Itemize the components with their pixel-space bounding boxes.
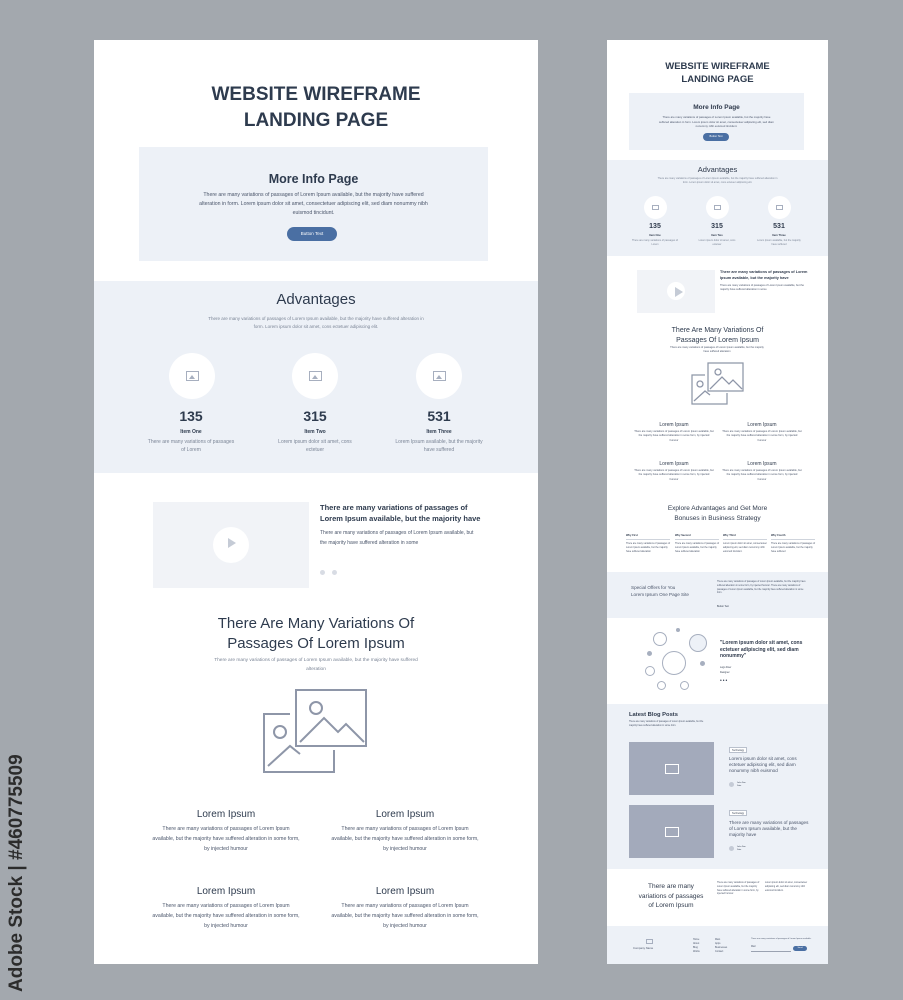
email-input[interactable]: Mail	[751, 945, 791, 952]
more-info-title: More Info Page	[268, 172, 359, 186]
blog-title: Latest Blog Posts	[629, 712, 678, 718]
play-icon[interactable]	[213, 527, 249, 563]
more-info-title: More Info Page	[693, 104, 740, 111]
blog-text: There are many variations of passages of Lorem Ipsum available, but the majority have suffered alteration in some form.	[629, 721, 704, 727]
video-text: There are many variations of passages of Lorem Ipsum available, but the majority have suffered alteration in some	[720, 284, 804, 292]
offers-button[interactable]: Button Text	[717, 605, 729, 608]
more-info-button[interactable]: Button Text	[703, 133, 729, 141]
carousel-dots[interactable]	[320, 562, 344, 580]
closing-text-2: Lorem ipsum dolor sit amet, consectetuer adipiscing elit, sed diam nonummy nibh euismod tincidunt.	[765, 882, 808, 892]
item-two-text: Lorem ipsum dolor sit amet, cons ectetuer	[698, 239, 736, 246]
avatar	[680, 681, 689, 690]
footer-link-contact[interactable]: Contact	[715, 950, 724, 953]
advantages-section	[94, 281, 538, 473]
more-info-text: There are many variations of passages of Lorem Ipsum available, but the majority have suffered alteration in form. Lorem ipsum dolor sit amet, consectetuer adipiscing elit, sed diam nonummy nibh euismod tincidunt.	[659, 115, 774, 128]
testimonial-role: Designer	[720, 671, 730, 674]
images-icon	[690, 362, 745, 407]
lorem-item-3: Lorem Ipsum There are many variations of passages of Lorem Ipsum available, but the majority have suffered alteration in some form, by injected humour	[634, 461, 714, 481]
play-icon[interactable]	[667, 282, 685, 300]
blog-image-1[interactable]	[629, 742, 714, 795]
advantages-section	[607, 160, 828, 256]
advantages-text: There are many variations of passages of Lorem Ipsum available, but the majority have suffered alteration in form. Lorem ipsum dolor sit amet, cons ectetuer adipiscing elit.	[657, 177, 778, 184]
blog-tag-2[interactable]: Technology	[729, 810, 747, 816]
lorem-item-4: Lorem Ipsum There are many variations of passages of Lorem Ipsum available, but the majority have suffered alteration in some form, by injected humour	[722, 461, 802, 481]
item-three-number: 531	[773, 223, 785, 230]
avatar	[657, 681, 666, 690]
avatar	[645, 666, 655, 676]
explore-column-2: Why Second There are many variations of passages of Lorem Ipsum available, but the majority have suffered alteration	[675, 534, 719, 553]
item-three-label: Item Three	[426, 429, 452, 435]
image-icon	[309, 371, 322, 381]
variations-text: There are many variations of passages of Lorem Ipsum available, but the majority have suffered alteration	[214, 658, 418, 672]
footer-link-blog[interactable]: Blog	[693, 946, 698, 949]
item-two-circle	[706, 196, 729, 219]
lorem-item-2: Lorem Ipsum There are many variations of passages of Lorem Ipsum available, but the majority have suffered alteration in some form, by injected humour	[722, 422, 802, 442]
image-icon	[714, 205, 721, 210]
footer-link-home[interactable]: Home	[693, 938, 700, 941]
more-info-section	[629, 93, 804, 150]
offers-title: Special Offers for You Lorem Ipsum One Page Site	[631, 585, 689, 597]
item-one-text: There are many variations of passages of Lorem	[147, 439, 235, 453]
avatar	[662, 651, 686, 675]
send-button[interactable]: Send	[793, 946, 807, 951]
item-three-text: Lorem Ipsum available, but the majority have suffered	[757, 239, 801, 246]
testimonial-name: Logo Fixer	[720, 666, 732, 669]
video-placeholder[interactable]	[637, 270, 715, 313]
author-avatar	[729, 846, 734, 851]
more-info-section	[139, 147, 488, 261]
video-heading: There are many variations of passages of Lorem Ipsum available, but the majority have	[320, 503, 481, 523]
item-three-circle	[416, 353, 462, 399]
blog-post-1-text[interactable]: Lorem ipsum dolor sit amet, cons ectetuer adipiscing elit, sed diam nonummy nibh euismod	[729, 756, 797, 774]
explore-column-1: Why First There are many variations of passages of Lorem Ipsum available, but the majority have suffered alteration	[626, 534, 670, 553]
watermark-id: Adobe Stock | #460775509	[6, 754, 27, 992]
avatar	[689, 634, 707, 652]
item-two-circle	[292, 353, 338, 399]
image-icon	[665, 764, 679, 774]
testimonial-dots[interactable]: •••	[720, 678, 729, 684]
footer-link-works[interactable]: Works	[693, 950, 700, 953]
footer	[607, 926, 828, 964]
avatar	[653, 632, 667, 646]
item-three-text: Lorem Ipsum available, but the majority have suffered	[395, 439, 483, 453]
image-icon	[433, 371, 446, 381]
testimonial-quote: "Lorem ipsum dolor sit amet, cons ectetuer adipiscing elit, sed diam nonummy"	[720, 640, 803, 659]
blog-post-1-date: Date	[737, 785, 742, 787]
item-three-label: Item Three	[772, 234, 786, 237]
item-one-text: There are many variations of passages of Lorem	[632, 239, 678, 246]
special-offers-section	[607, 572, 828, 618]
page-title: WEBSITE WIREFRAME LANDING PAGE	[665, 61, 770, 85]
footer-link-main[interactable]: Main	[715, 938, 721, 941]
lorem-item-1: Lorem Ipsum There are many variations of passages of Lorem Ipsum available, but the majority have suffered alteration in some form, by injected humour	[152, 809, 300, 852]
image-icon	[652, 205, 659, 210]
footer-link-about[interactable]: About	[693, 942, 700, 945]
item-three-circle	[768, 196, 791, 219]
item-one-number: 135	[649, 223, 661, 230]
blog-section	[607, 704, 828, 869]
item-two-number: 315	[303, 408, 327, 424]
video-heading: There are many variations of passages of Lorem Ipsum available, but the majority have	[720, 270, 808, 280]
item-one-circle	[644, 196, 667, 219]
explore-title: Explore Advantages and Get More Bonuses in Business Strategy	[667, 505, 768, 522]
advantages-text: There are many variations of passages of Lorem Ipsum available, but the majority have suffered alteration in form. Lorem ipsum dolor sit amet, cons ectetuer adipiscing elit.	[208, 316, 424, 329]
blog-post-1-author: John Doe	[737, 782, 746, 784]
blog-post-2-text[interactable]: There are many variations of passages of Lorem Ipsum available, but the majority have	[729, 820, 809, 838]
offers-text: There are many variations of passages of Lorem Ipsum available, but the majority have suffered alteration in some form, by injected humour. There are many variations of passages of Lorem Ipsum available, but the majority have suffered alteration in some form.	[717, 581, 806, 595]
advantages-title: Advantages	[697, 165, 738, 174]
more-info-button[interactable]: Button Text	[287, 227, 337, 241]
image-icon	[776, 205, 783, 210]
variations-text: There are many variations of passages of Lorem Ipsum available, but the majority have suffered alteration	[670, 346, 764, 354]
images-icon	[260, 688, 370, 778]
video-text: There are many variations of passages of Lorem Ipsum available, but the majority have suffered alteration in some	[320, 530, 474, 546]
closing-text-1: There are many variations of passages of Lorem Ipsum available, but the majority have suffered alteration in some form, by injected humour.	[717, 882, 760, 896]
item-one-number: 135	[179, 408, 203, 424]
footer-link-apps[interactable]: Apps	[715, 942, 721, 945]
blog-tag-1[interactable]: Technology	[729, 747, 747, 753]
company-logo-icon	[646, 939, 653, 944]
variations-title: There Are Many Variations Of Passages Of Lorem Ipsum	[671, 327, 764, 344]
item-one-label: Item One	[649, 234, 661, 237]
company-name: Company Name	[633, 946, 654, 950]
item-two-text: Lorem ipsum dolor sit amet, cons ectetuer	[278, 439, 352, 453]
blog-image-2[interactable]	[629, 805, 714, 858]
subscribe-text: There are many variations of passages of Lorem Ipsum available.	[751, 938, 812, 940]
page-title: WEBSITE WIREFRAME LANDING PAGE	[211, 84, 421, 131]
lorem-item-2: Lorem Ipsum There are many variations of passages of Lorem Ipsum available, but the majority have suffered alteration in some form, by injected humour	[331, 809, 479, 852]
variations-title: There Are Many Variations Of Passages Of Lorem Ipsum	[217, 615, 415, 652]
blog-post-2-author: John Doe	[737, 846, 746, 848]
item-three-number: 531	[427, 408, 451, 424]
desktop-wireframe	[94, 40, 538, 964]
item-one-circle	[169, 353, 215, 399]
image-icon	[186, 371, 199, 381]
item-two-label: Item Two	[711, 234, 723, 237]
author-avatar	[729, 782, 734, 787]
explore-column-4: Why Fourth There are many variations of passages of Lorem Ipsum available, but the majority have suffered	[771, 534, 815, 553]
explore-column-3: Why Third Lorem ipsum dolor sit amet, consectetuer adipiscing elit, sed diam nonummy nibh euismod tincidunt.	[723, 534, 767, 553]
blog-post-2-date: Date	[737, 849, 742, 851]
advantages-title: Advantages	[276, 291, 356, 308]
footer-link-businesses[interactable]: Businesses	[715, 946, 728, 949]
lorem-item-3: Lorem Ipsum There are many variations of passages of Lorem Ipsum available, but the majority have suffered alteration in some form, by injected humour	[152, 886, 300, 929]
full-wireframe	[607, 40, 828, 964]
item-two-number: 315	[711, 223, 723, 230]
image-icon	[665, 827, 679, 837]
item-two-label: Item Two	[304, 429, 326, 435]
more-info-text: There are many variations of passages of Lorem Ipsum available, but the majority have suffered alteration in form. Lorem ipsum dolor sit amet, consectetuer adipiscing elit, sed diam nonummy nibh euismod tincidunt.	[199, 192, 428, 216]
lorem-item-1: Lorem Ipsum There are many variations of passages of Lorem Ipsum available, but the majority have suffered alteration in some form, by injected humour	[634, 422, 714, 442]
closing-title: There are many variations of passages of Lorem Ipsum	[638, 883, 704, 909]
item-one-label: Item One	[180, 429, 202, 435]
video-placeholder[interactable]	[153, 502, 309, 588]
lorem-item-4: Lorem Ipsum There are many variations of passages of Lorem Ipsum available, but the majority have suffered alteration in some form, by injected humour	[331, 886, 479, 929]
